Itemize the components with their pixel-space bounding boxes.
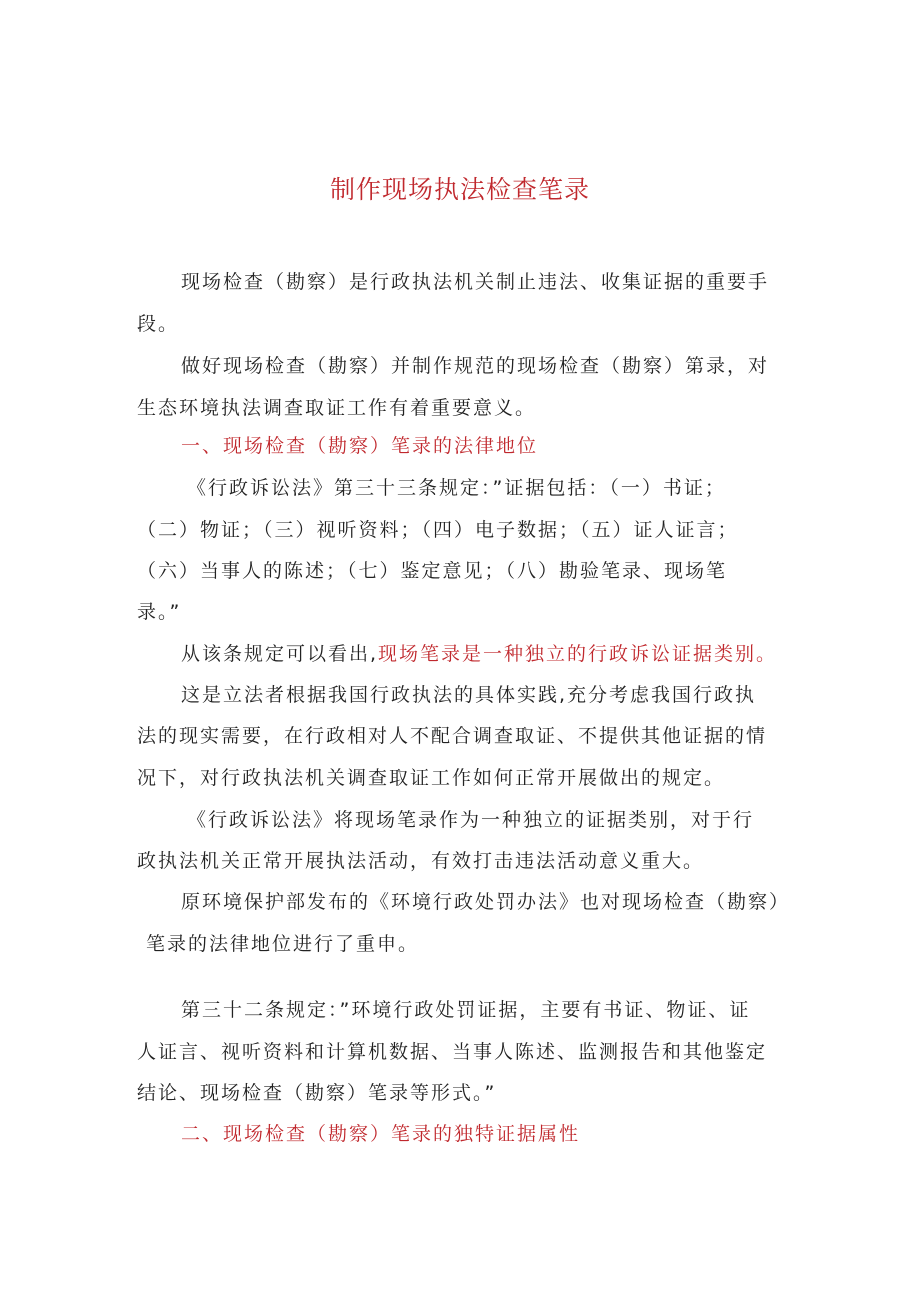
paragraph-line: 原环境保护部发布的《环境行政处罚办法》也对现场检查（勘察）	[181, 891, 791, 913]
paragraph-line-with-highlight	[181, 640, 777, 668]
paragraph-text: 从该条规定可以看出,	[181, 643, 379, 665]
paragraph-line: 政执法机关正常开展执法活动，有效打击违法活动意义重大。	[137, 850, 705, 872]
paragraph-line: 《行政诉讼法》将现场笔录作为一种独立的证据类别，对于行	[187, 809, 755, 831]
paragraph-line: 现场检查（勘察）是行政执法机关制止违法、收集证据的重要手	[181, 271, 770, 293]
paragraph-line: （六）当事人的陈述；（七）鉴定意见；（八）勘验笔录、现场笔	[137, 560, 728, 582]
document-title: 制作现场执法检查笔录	[329, 175, 590, 204]
section-heading-2: 二、现场检查（勘察）笔录的独特证据属性	[181, 1123, 581, 1145]
paragraph-line: 做好现场检查（勘察）并制作规范的现场检查（勘察）第录，对	[181, 355, 770, 377]
paragraph-line: 结论、现场检查（勘察）笔录等形式。”	[137, 1082, 497, 1104]
highlighted-text: 现场笔录是一种独立的行政诉讼证据类别。	[378, 643, 778, 665]
paragraph-line: 笔录的法律地位进行了重申。	[146, 933, 420, 955]
paragraph-line: （二）物证；（三）视听资料；（四）电子数据；（五）证人证言；	[137, 519, 739, 541]
section-heading-1: 一、现场检查（勘察）笔录的法律地位	[181, 435, 539, 457]
paragraph-line: 段。	[137, 313, 180, 335]
paragraph-line: 况下，对行政执法机关调查取证工作如何正常开展做出的规定。	[137, 767, 726, 789]
paragraph-line: 生态环境执法调查取证工作有着重要意义。	[137, 397, 537, 419]
paragraph-line: 录。”	[137, 601, 182, 623]
paragraph-line: 这是立法者根据我国行政执法的具体实践,充分考虑我国行政执	[181, 684, 757, 706]
paragraph-line: 《行政诉讼法》第三十三条规定：”证据包括：（一）书证；	[187, 477, 726, 499]
paragraph-line: 第三十二条规定：”环境行政处罚证据，主要有书证、物证、证	[181, 999, 751, 1021]
paragraph-line: 人证言、视听资料和计算机数据、当事人陈述、监测报告和其他鉴定	[137, 1041, 768, 1063]
paragraph-line: 法的现实需要，在行政相对人不配合调查取证、不提供其他证据的情	[137, 725, 768, 747]
